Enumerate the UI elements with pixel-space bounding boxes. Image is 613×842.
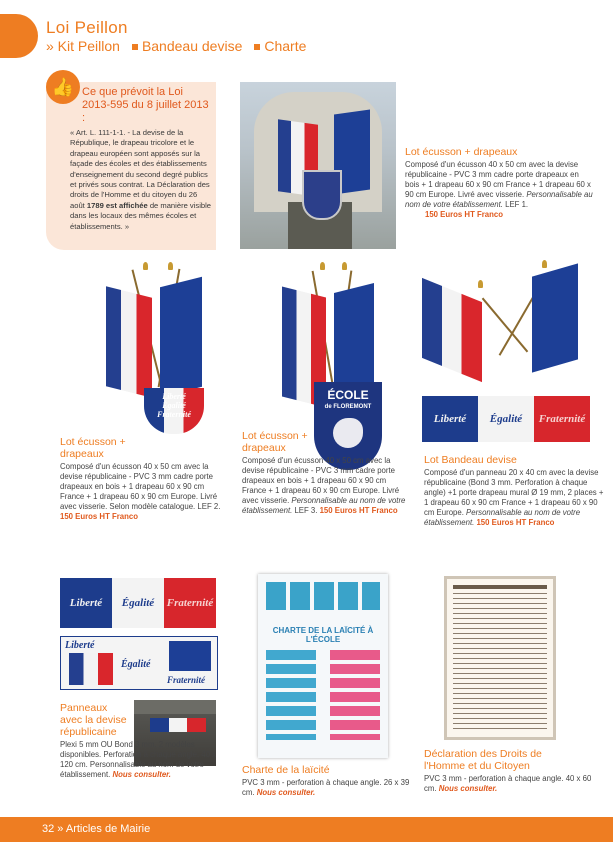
product-title: Lot écusson + drapeaux (405, 146, 518, 158)
bandeau-devise: Liberté Égalité Fraternité (422, 396, 590, 442)
header-nav (46, 38, 306, 54)
header-tab (0, 14, 38, 58)
consult-label: Nous consulter. (438, 784, 498, 793)
product-title: Charte de la laïcité (242, 764, 330, 776)
page-title: Loi Peillon (46, 18, 128, 37)
product-title: Panneaux avec la devise républicaine (60, 702, 127, 738)
product-title: Lot écusson + drapeaux (60, 436, 126, 460)
product-price: 150 Euros HT Franco (425, 210, 503, 219)
product-price: 150 Euros HT Franco (476, 518, 555, 527)
nav-charte[interactable]: Charte (254, 38, 306, 54)
product-lef1: Lot écusson + drapeaux Composé d'un écusson 40 x 50 cm avec la devise républicaine - PVC 3 mm cadre porte drapeaux en bois + 1 drapeau 60 x 90 cm France + 1 drapeau 60 x 90 cm Europe. Livré avec visserie. Personnalisable au nom de votre établissement. LEF 1. 150 Euros HT Franco (405, 146, 595, 219)
product-panneaux: Panneaux avec la devise républicaine Plexi 5 mm OU Bond 3 mm. 2 modèles disponibles. Perforation à chaque angle. 40 x 120 cm. Personnalisable au nom de votre établissement. Nous consulter. (60, 702, 217, 779)
bullet-square-icon (132, 44, 138, 50)
ecusson-name: de FLOREMONT (324, 404, 372, 410)
product-charte: Charte de la laïcité PVC 3 mm - perforation à chaque angle. 26 x 39 cm. Nous consulter. (242, 764, 412, 798)
ecusson-ecole: ÉCOLE (327, 388, 369, 402)
product-photo-bandeau-lot (412, 256, 594, 446)
product-price: 150 Euros HT Franco (319, 506, 398, 515)
eu-flag-icon (169, 641, 211, 671)
law-title: Ce que prévoit la Loi 2013-595 du 8 juillet 2013 : (82, 86, 209, 124)
product-lef2: Lot écusson + drapeaux Composé d'un écusson 40 x 50 cm avec la devise républicaine - PVC 3 mm cadre porte drapeaux en bois + 1 drapeau 60 x 90 cm France + 1 drapeau 60 x 90 cm Europe. Livré avec visserie. Selon modèle catalogue. LEF 2. 150 Euros HT Franco (60, 436, 221, 521)
nav-bandeau-devise[interactable]: Bandeau devise (132, 38, 242, 54)
footer-text: 32 » Articles de Mairie (42, 823, 151, 835)
law-text: « Art. L. 111-1-1. - La devise de la République, le drapeau tricolore et le drapeau européen sont apposés sur la façade des écoles et des établissements d'enseignement du second degré publics et privés sous contrat. La Déclaration des droits de l'Homme et du citoyen du 26 août 1789 est affichée de manière visible dans les locaux des mêmes écoles et établissements. » (70, 128, 212, 231)
footer (0, 817, 613, 842)
product-title: Lot Bandeau devise (424, 454, 517, 466)
product-declaration: Déclaration des Droits de l'Homme et du Citoyen PVC 3 mm - perforation à chaque angle. 40 x 60 cm. Nous consulter. (424, 748, 592, 793)
product-photo-lef2 (96, 262, 216, 434)
devise-liberte: Liberté (162, 392, 186, 401)
consult-label: Nous consulter. (256, 788, 316, 797)
devise-egalite: Égalité (162, 401, 186, 410)
consult-label: Nous consulter. (112, 770, 171, 779)
panneau-devise-1: Liberté Égalité Fraternité (60, 578, 216, 628)
devise-fraternite: Fraternité (157, 410, 191, 419)
product-price: 150 Euros HT Franco (60, 512, 138, 521)
nav-kit-peillon[interactable]: » Kit Peillon (46, 38, 120, 54)
panneau-devise-2: Liberté Égalité Fraternité (60, 636, 218, 690)
product-title: Déclaration des Droits de l'Homme et du Citoyen (424, 748, 542, 772)
bullet-square-icon (254, 44, 260, 50)
product-title: Lot écusson + drapeaux (242, 430, 308, 454)
thumbs-up-icon: 👍 (46, 70, 80, 104)
product-photo-declaration (444, 576, 556, 740)
product-lot-bandeau: Lot Bandeau devise Composé d'un panneau 20 x 40 cm avec la devise républicaine (Bond 3 mm. Perforation à chaque angle) +1 porte drapeau mural Ø 19 mm, 2 places + 1 drapeau 60 x 90 cm France + 1 drapeau 60 x 90 cm Europe. Personnalisable au nom de votre établissement. 150 Euros HT Franco (424, 454, 604, 527)
product-lef3: Lot écusson + drapeaux Composé d'un écusson 40 x 50 cm avec la devise républicaine - PVC 3 mm cadre porte drapeaux en bois + 1 drapeau 60 x 90 cm France + 1 drapeau 60 x 90 cm Europe. Livré avec visserie. Personnalisable au nom de votre établissement. LEF 3. 150 Euros HT Franco (242, 430, 406, 515)
product-photo-charte: CHARTE DE LA LAÏCITÉ À L'ÉCOLE (258, 574, 388, 758)
product-photo-lef1 (240, 82, 396, 249)
